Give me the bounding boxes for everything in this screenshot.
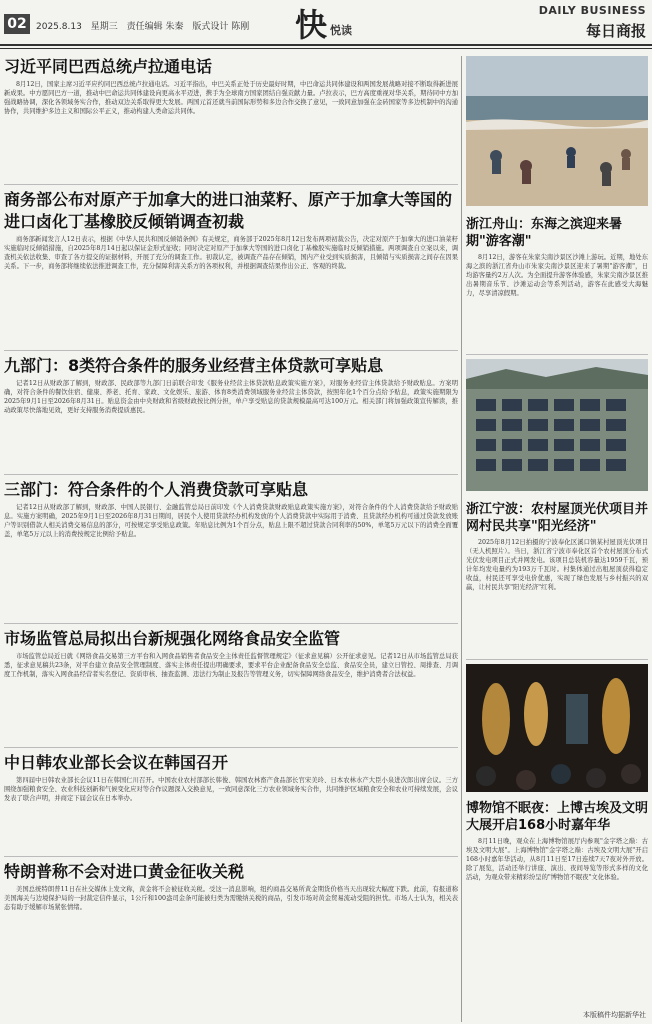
header-rule-thin [0, 48, 652, 49]
divider [4, 474, 458, 475]
divider [466, 354, 648, 355]
divider [4, 623, 458, 624]
divider [4, 856, 458, 857]
beach-photo-art [466, 56, 648, 206]
article [4, 628, 458, 743]
article-body: 第四届中日韩农业部长会议11日在韩国仁川召开。中国农业农村部部长韩俊、韩国农林畜产食品部长官宋美玲、日本农林水产大臣小泉进次郎出席会议。三方围绕加强粮食安全、农业科技创新和气候变化应对等合作议题深入交换意见，一致同意深化三方农业领域务实合作，共同维护区域粮食安全和农业可持续发展，会议发表了联合声明，并商定下届会议在日本举办。 [4, 777, 458, 802]
editor-credit: 责任编辑 朱秦 [126, 22, 184, 32]
side-story-text [466, 250, 648, 350]
article-title: 市场监管总局拟出台新规强化网络食品安全监管 [4, 629, 341, 648]
article-body: 记者12日从财政部了解到，财政部、民政部等九部门日前联合印发《服务业经营主体贷款贴息政策实施方案》，对服务业经营主体贷款给予财政贴息。方案明确，对符合条件的餐饮住宿、健康、养老、托育、家政、文化娱乐、旅游、体育8类消费领域服务业经营主体贷款，按照年化1个百分点给予贴息，政策实施期限为2025年9月1日至2026年8月31日。贴息资金由中央财政和省级财政按比例分担，单户享受贴息的贷款规模最高可达100万元。相关部门将加强政策宣传解读，推动政策尽快落地见效，更好支持服务消费提质惠民。 [4, 380, 458, 414]
header-meta [36, 19, 255, 32]
village-photo [466, 359, 648, 491]
side-story-title: 浙江舟山：东海之滨迎来暑期"游客潮" [466, 217, 623, 249]
article-title: 中日韩农业部长会议在韩国召开 [4, 753, 229, 772]
page-number: 02 [4, 14, 30, 34]
issue-weekday: 星期三 [90, 22, 118, 32]
museum-photo [466, 664, 648, 792]
article-title: 商务部公布对原产于加拿大的进口油菜籽、原产于加拿大等国的进口卤化丁基橡胶反倾销调查初裁 [4, 190, 453, 231]
side-story-text [466, 535, 648, 655]
main-column [4, 56, 458, 951]
divider [466, 659, 648, 660]
article-title: 习近平同巴西总统卢拉通电话 [4, 57, 213, 76]
footer-credit: 本版稿件均据新华社 [583, 1011, 646, 1019]
article-title: 九部门：8类符合条件的服务业经营主体贷款可享贴息 [4, 356, 384, 375]
side-story-title: 浙江宁波：农村屋顶光伏项目并网村民共享"阳光经济" [466, 502, 649, 534]
divider [4, 184, 458, 185]
side-story-title: 博物馆不眠夜：上博古埃及文明大展开启168小时嘉年华 [466, 801, 649, 833]
article [4, 189, 458, 346]
issue-date: 2025.8.13 [36, 22, 82, 32]
divider [4, 747, 458, 748]
section-logo: 快 [295, 6, 328, 44]
masthead [0, 0, 652, 52]
article [4, 355, 458, 470]
brand-chinese: 每日商报 [585, 22, 646, 40]
article-body: 记者12日从财政部了解到，财政部、中国人民银行、金融监管总局日前印发《个人消费贷款财政贴息政策实施方案》，对符合条件的个人消费贷款给予财政贴息。实施方案明确，2025年9月1日至2026年8月31日期间，居民个人使用贷款经办机构发放的个人消费贷款中实际用于消费、且贷款经办机构可通过贷款发放账户等识别借款人相关消费交易信息的部分，可按规定享受贴息政策。年贴息比例为1个百分点，贴息上限不超过贷款合同利率的50%，单笔5万元以下的消费全面覆盖，单笔5万元以上的消费按规定比例给予贴息。 [4, 504, 458, 538]
side-column [466, 56, 648, 920]
section-logo-sub: 悦读 [330, 24, 352, 37]
article-body: 市场监管总局近日就《网络食品交易第三方平台和入网食品销售者食品安全主体责任监督管理规定》（征求意见稿）公开征求意见。记者12日从市场监管总局获悉，征求意见稿共23条，对平台建立食品安全管理制度、落实主体责任提出明确要求，要求平台企业配备食品安全总监、食品安全员，建立日管控、周排查、月调度工作机制，落实入网食品经营者实名登记、资质审核、抽查监测、违法行为制止及报告等管理义务，切实保障网络食品安全，维护消费者合法权益。 [4, 653, 458, 678]
divider [4, 350, 458, 351]
village-photo-art [466, 359, 648, 491]
article-body: 8月12日，国家主席习近平应约同巴西总统卢拉通电话。习近平指出，中巴关系正处于历史最好时期，中巴命运共同体建设和两国发展战略对接不断取得新进展新成果。中方愿同巴方一道，推动中巴命运共同体建设向更高水平迈进，携手为全球南方国家团结自强贡献力量。卢拉表示，巴方高度重视对华关系，期待同中方加强战略协调，深化各领域务实合作，推动双边关系取得更大发展。两国元首还就当前国际形势和多边合作交换了意见，一致同意加强在金砖国家等多边机制中的沟通协作，共同维护多边主义和国际公平正义，推动构建人类命运共同体。 [4, 81, 458, 115]
beach-photo [466, 56, 648, 206]
article [4, 752, 458, 852]
brand-english: DAILY BUSINESS [538, 4, 646, 17]
article-title: 三部门：符合条件的个人消费贷款可享贴息 [4, 480, 309, 499]
article-body: 商务部新闻发言人12日表示，根据《中华人民共和国反倾销条例》有关规定，商务部于2025年8月12日发布两项初裁公告，决定对原产于加拿大的进口油菜籽实施临时反倾销措施，自2025年8月14日起以保证金形式征收；同时决定对原产于加拿大等国的进口卤化丁基橡胶实施临时反倾销措施。两项调查自立案以来，调查机关依法收集、审查了各方提交的证据材料，开展了充分的调查工作。初裁认定，被调查产品存在倾销，国内产业受到实质损害，且倾销与实质损害之间存在因果关系。下一步，商务部将继续依法推进调查工作，充分保障利害关系方的各项权利，并根据调查结果作出公正、客观的终裁。 [4, 236, 458, 270]
article-body: 美国总统特朗普11日在社交媒体上发文称，黄金将不会被征收关税。受这一消息影响，纽约商品交易所黄金期货价格当天出现较大幅度下跌。此前，有报道称美国海关与边境保护局的一封裁定信件显示，1公斤和100盎司金条可能被归类为需缴纳关税的商品，引发市场对黄金贸易流动受阻的担忧。市场人士认为，相关表态有助于缓解市场紧张情绪。 [4, 886, 458, 911]
article [4, 56, 458, 180]
article [4, 861, 458, 951]
side-story-body: 2025年8月12日拍摄的宁波奉化区溪口镇某村屋顶光伏项目（无人机照片）。当日，浙江省宁波市奉化区首个农村屋顶分布式光伏发电项目正式并网发电。该项目总装机容量达1959千瓦，预计年均发电量约为193万千瓦时。村集体通过出租屋顶获得稳定收益，村民还可享受电价优惠，实现了绿色发展与乡村振兴的双赢，让村民共享"阳光经济"红利。 [466, 539, 648, 591]
side-story-text [466, 834, 648, 920]
side-story-body: 8月12日，游客在朱家尖南沙景区沙滩上游玩。近期，地处东海之滨的浙江省舟山市朱家尖南沙景区迎来了暑期"游客潮"，日均游客量约2万人次。为全面提升游客体验感，朱家尖南沙景区推出暑期音乐节、沙滩运动会等系列活动，游客在此感受大海魅力，尽享清凉假期。 [466, 254, 648, 297]
column-divider [461, 56, 462, 1022]
header-rule [0, 44, 652, 46]
article [4, 479, 458, 619]
article-title: 特朗普称不会对进口黄金征收关税 [4, 862, 245, 881]
design-credit: 版式设计 陈刚 [192, 22, 250, 32]
museum-photo-art [466, 664, 648, 792]
side-story-body: 8月11日晚，观众在上海博物馆展厅内参观"金字塔之巅：古埃及文明大展"。上海博物馆"金字塔之巅：古埃及文明大展"开启168小时嘉年华活动，从8月11日至17日连续7天7夜对外开放。除了展览，活动还举行讲座、演出、夜间导览等形式多样的文化活动，为观众带来精彩纷呈的"博物馆不眠夜"文化体验。 [466, 838, 648, 881]
